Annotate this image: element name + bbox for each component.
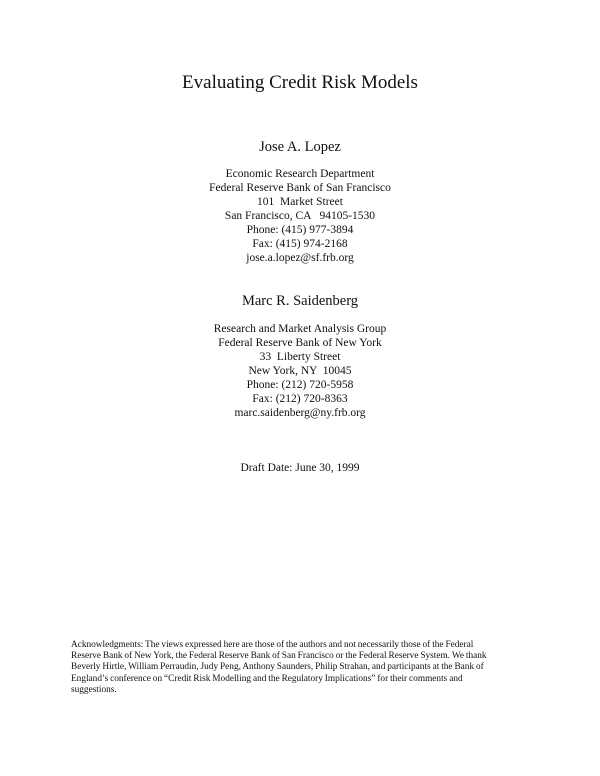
affiliation-city: New York, NY 10045 — [248, 365, 352, 377]
affiliation-department: Research and Market Analysis Group — [213, 323, 387, 335]
author-name-lopez: Jose A. Lopez — [259, 139, 341, 155]
affiliation-street: 33 Liberty Street — [259, 351, 341, 363]
acknowledgments-footnote — [71, 640, 541, 696]
affiliation-phone: Phone: (212) 720-5958 — [246, 379, 354, 391]
paper-title: Evaluating Credit Risk Models — [182, 72, 418, 93]
affiliation-email: marc.saidenberg@ny.frb.org — [234, 407, 366, 419]
draft-date: Draft Date: June 30, 1999 — [240, 462, 360, 474]
author-name-saidenberg: Marc R. Saidenberg — [241, 293, 359, 309]
acknowledgments-line: Beverly Hirtle, William Perraudin, Judy Peng, Anthony Saunders, Philip Strahan, and participants at the Bank of — [71, 662, 484, 673]
author-affiliation-lopez — [0, 167, 600, 265]
affiliation-street: 101 Market Street — [257, 196, 343, 208]
affiliation-institution: Federal Reserve Bank of San Francisco — [209, 182, 391, 194]
author-affiliation-saidenberg — [0, 322, 600, 420]
affiliation-department: Economic Research Department — [225, 168, 375, 180]
acknowledgments-line: Acknowledgments: The views expressed here are those of the authors and not necessarily those of the Federal — [71, 640, 474, 650]
affiliation-city: San Francisco, CA 94105-1530 — [224, 210, 376, 222]
affiliation-institution: Federal Reserve Bank of New York — [218, 337, 382, 349]
affiliation-email: jose.a.lopez@sf.frb.org — [246, 252, 354, 264]
affiliation-fax: Fax: (212) 720-8363 — [252, 393, 348, 405]
acknowledgments-line: Reserve Bank of New York, the Federal Reserve Bank of San Francisco or the Federal Reserve System. We thank — [71, 651, 487, 662]
affiliation-phone: Phone: (415) 977-3894 — [246, 224, 354, 236]
acknowledgments-line: England’s conference on “Credit Risk Modelling and the Regulatory Implications” for their comments and — [71, 673, 463, 684]
acknowledgments-line: suggestions. — [71, 684, 117, 695]
affiliation-fax: Fax: (415) 974-2168 — [252, 238, 348, 250]
